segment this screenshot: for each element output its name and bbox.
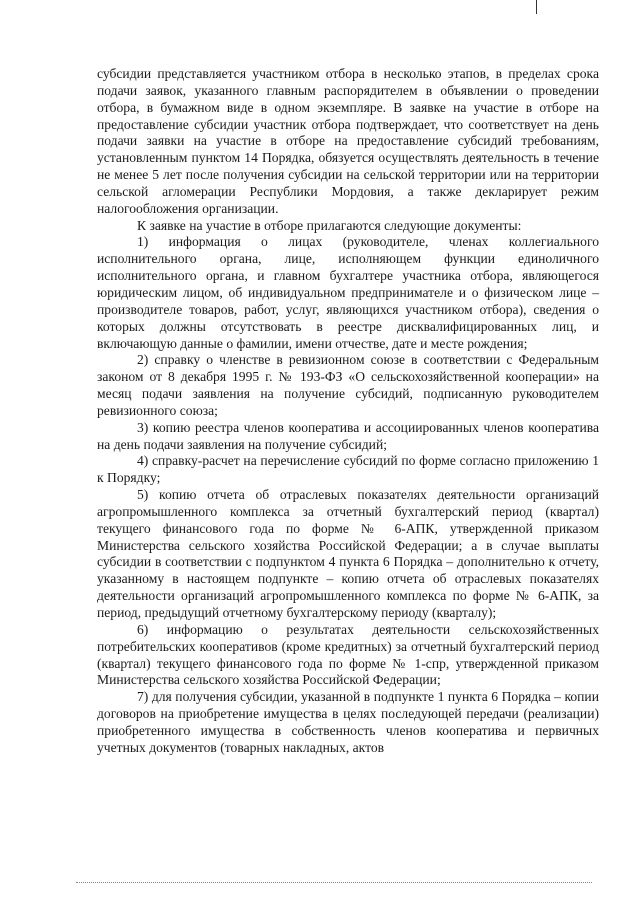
list-item-6: 6) информацию о результатах деятельности сельскохозяйственных потребительских кооперативов (кроме кредитных) за отчетный бухгалтерский период (квартал) текущего финансового года по форме № 1-спр, утвержденной приказом Министерства сельского хозяйства Российской Федерации; (97, 621, 599, 688)
bottom-scan-edge (76, 882, 592, 883)
document-body (97, 66, 599, 757)
list-item-4: 4) справку-расчет на перечисление субсидий по форме согласно приложению 1 к Порядку; (97, 453, 599, 486)
margin-mark (536, 0, 537, 14)
list-item-7: 7) для получения субсидии, указанной в подпункте 1 пункта 6 Порядка – копии договоров на приобретение имущества в целях последующей передачи (реализации) приобретенного имущества в собственность членов кооператива и первичных учетных документов (товарных накладных, актов (97, 689, 599, 755)
list-item-3: 3) копию реестра членов кооператива и ассоциированных членов кооператива на день подачи заявления на получение субсидий; (97, 419, 599, 452)
list-item-2: 2) справку о членстве в ревизионном союзе в соответствии с Федеральным законом от 8 декабря 1995 г. № 193-ФЗ «О сельскохозяйственной кооперации» на месяц подачи заявления на получение субсидий, подписанную руководителем ревизионного союза; (97, 352, 599, 418)
list-item-5: 5) копию отчета об отраслевых показателях деятельности организаций агропромышленного комплекса за отчетный бухгалтерский период (квартал) текущего финансового года по форме № 6-АПК, утвержденной приказом Министерства сельского хозяйства Российской Федерации; а в случае выплаты субсидии в соответствии с подпунктом 4 пункта 6 Порядка – дополнительно к отчету, указанному в настоящем подпункте – копию отчета об отраслевых показателях деятельности организаций агропромышленного комплекса по форме № 6-АПК, за период, предыдущий отчетному бухгалтерскому периоду (кварталу); (97, 487, 599, 620)
paragraph-documents-intro: К заявке на участие в отборе прилагаются следующие документы: (137, 217, 522, 233)
paragraph-continuation: субсидии представляется участником отбора в несколько этапов, в пределах срока подачи заявок, указанного главным распорядителем в объявлении о проведении отбора, в бумажном виде в одном экземпляре. В заявке на участие в отборе на предоставление субсидии участник отбора подтверждает, что соответствует на день подачи заявки на участие в отборе на предоставление субсидий требованиям, установленным пунктом 14 Порядка, обязуется осуществлять деятельность в течение не менее 5 лет после получения субсидии на сельской территории или на территории сельской агломерации Республики Мордовия, а также декларирует режим налогообложения организации. (97, 66, 599, 216)
list-item-1: 1) информация о лицах (руководителе, членах коллегиального исполнительного органа, лице, исполняющем функции единоличного исполнительного органа, и главном бухгалтере участника отбора, являющегося юридическим лицом, об индивидуальном предпринимателе и о физическом лице – производителе товаров, работ, услуг, являющихся участником отбора), сведения о которых должны отсутствовать в реестре дисквалифицированных лиц, и включающую данные о фамилии, имени отчестве, дате и месте рождения; (97, 234, 599, 351)
